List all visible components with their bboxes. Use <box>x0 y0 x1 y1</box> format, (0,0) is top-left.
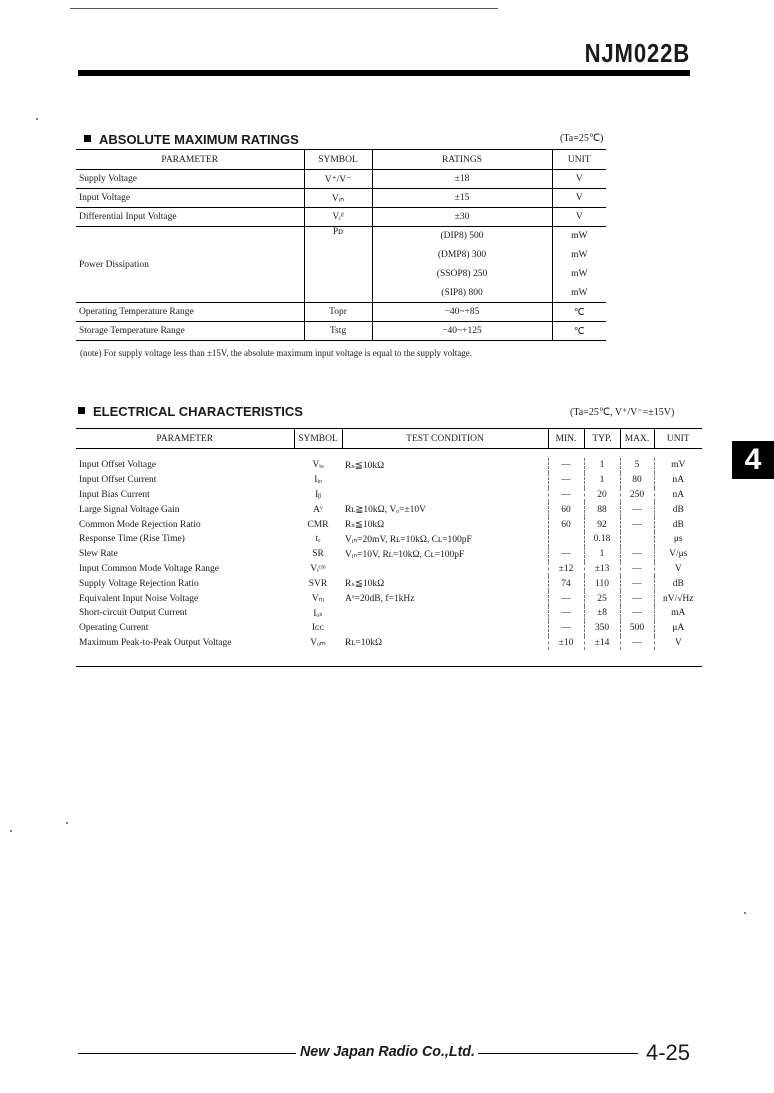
rating-cell: (DMP8) 300 <box>372 246 552 265</box>
min-cell: — <box>548 621 584 636</box>
typ-cell: 350 <box>584 621 620 636</box>
symbol-cell: Pᴅ <box>304 227 372 303</box>
typ-cell: ±13 <box>584 562 620 577</box>
table-row <box>76 322 606 341</box>
col-header: RATINGS <box>372 150 552 170</box>
unit-cell: ℃ <box>573 326 585 337</box>
param-cell: Storage Temperature Range <box>76 322 304 341</box>
typ-cell: 88 <box>584 502 620 517</box>
param-cell: Equivalent Input Noise Voltage <box>79 593 199 604</box>
max-cell: 80 <box>620 473 654 488</box>
rating-cell: (SSOP8) 250 <box>372 265 552 284</box>
cond-cell: Rʟ=10kΩ <box>342 636 548 651</box>
max-cell <box>620 532 654 547</box>
min-cell: ±12 <box>548 562 584 577</box>
min-cell: — <box>548 458 584 473</box>
symbol-cell: Vᵢₒ <box>312 460 324 471</box>
table-row <box>76 606 702 621</box>
bullet-square-icon <box>84 135 91 142</box>
symbol-cell: CMR <box>307 519 329 530</box>
symbol-cell: Vₙᵢ <box>311 594 325 605</box>
symbol-cell: tᵣ <box>315 534 321 545</box>
typ-cell: 0.18 <box>584 532 620 547</box>
footer-rule-right <box>478 1053 638 1054</box>
unit-cell: V <box>575 193 583 203</box>
table-row <box>76 227 606 246</box>
min-cell: — <box>548 547 584 562</box>
elec-title: ELECTRICAL CHARACTERISTICS <box>93 404 303 419</box>
col-header: SYMBOL <box>304 150 372 170</box>
typ-cell: 25 <box>584 591 620 606</box>
table-row <box>76 621 702 636</box>
col-header: PARAMETER <box>76 429 294 449</box>
max-cell: — <box>620 562 654 577</box>
elec-header-row <box>76 429 702 449</box>
unit-cell: mW <box>571 269 588 279</box>
col-header: TEST CONDITION <box>342 429 548 449</box>
scan-speck <box>10 830 12 832</box>
unit-cell: μA <box>672 623 685 634</box>
table-row <box>76 208 606 227</box>
min-cell: 60 <box>548 502 584 517</box>
max-cell: — <box>620 636 654 651</box>
param-cell: Supply Voltage Rejection Ratio <box>79 578 199 589</box>
param-cell: Input Offset Current <box>79 475 157 486</box>
scan-speck <box>744 912 746 914</box>
table-row <box>76 636 702 651</box>
cond-cell <box>342 473 548 488</box>
elec-heading <box>78 404 303 419</box>
rating-cell: −40~+85 <box>372 303 552 322</box>
symbol-cell: Topr <box>304 303 372 322</box>
param-cell: Common Mode Rejection Ratio <box>79 519 201 530</box>
unit-cell: dB <box>672 504 684 515</box>
abs-max-heading <box>84 132 299 147</box>
unit-cell: mW <box>571 250 588 260</box>
elec-bottom-rule <box>76 666 702 667</box>
cond-cell: Rʟ≧10kΩ, Vₒ=±10V <box>342 502 548 517</box>
min-cell: ±10 <box>548 636 584 651</box>
col-header: UNIT <box>552 150 606 170</box>
max-cell: 250 <box>620 488 654 503</box>
param-cell: Operating Temperature Range <box>76 303 304 322</box>
cond-cell <box>342 562 548 577</box>
unit-cell: mV <box>671 460 686 471</box>
table-row <box>76 532 702 547</box>
scan-speck <box>66 822 68 824</box>
typ-cell: 1 <box>584 458 620 473</box>
param-cell: Large Signal Voltage Gain <box>79 504 180 515</box>
symbol-cell: SVR <box>308 578 328 589</box>
symbol-cell: Vᵢᵈ <box>304 208 372 227</box>
rating-cell: (DIP8) 500 <box>372 227 552 246</box>
cond-cell <box>342 488 548 503</box>
min-cell: 74 <box>548 576 584 591</box>
col-header: PARAMETER <box>76 150 304 170</box>
typ-cell: 1 <box>584 547 620 562</box>
cond-cell <box>342 621 548 636</box>
param-cell: Input Common Mode Voltage Range <box>79 563 220 574</box>
table-row <box>76 502 702 517</box>
abs-max-note: (note) For supply voltage less than ±15V, the absolute maximum input voltage is equal to the supply voltage. <box>80 348 472 358</box>
table-row <box>76 517 702 532</box>
param-cell: Maximum Peak-to-Peak Output Voltage <box>79 637 232 648</box>
param-cell: Response Time (Rise Time) <box>79 534 185 545</box>
unit-cell: mW <box>571 231 588 242</box>
cond-cell: Rₛ≦10kΩ <box>342 517 548 532</box>
page-number: 4-25 <box>646 1040 691 1065</box>
param-cell: Slew Rate <box>79 549 118 560</box>
typ-cell: 110 <box>584 576 620 591</box>
table-row <box>76 591 702 606</box>
unit-cell: ℃ <box>573 307 585 318</box>
max-cell: — <box>620 517 654 532</box>
abs-max-header-row <box>76 150 606 170</box>
symbol-cell: Iᵦ <box>315 489 321 500</box>
rating-cell: (SIP8) 800 <box>372 284 552 303</box>
table-row <box>76 488 702 503</box>
symbol-cell: Iₒₛ <box>313 608 323 619</box>
bullet-square-icon <box>78 407 85 414</box>
max-cell: — <box>620 606 654 621</box>
unit-cell: dB <box>672 519 684 530</box>
scan-speck <box>36 118 38 120</box>
abs-max-table <box>76 149 606 341</box>
col-header: UNIT <box>654 429 702 449</box>
table-row <box>76 170 606 189</box>
cond-cell: Rₛ≦10kΩ <box>342 458 548 473</box>
company-logo: New Japan Radio Co.,Ltd. <box>300 1043 475 1060</box>
col-header: SYMBOL <box>294 429 342 449</box>
symbol-cell: Vᵢₙ <box>304 189 372 208</box>
unit-cell: nA <box>672 475 685 486</box>
max-cell: 5 <box>620 458 654 473</box>
cond-cell: Vᵢₙ=20mV, Rʟ=10kΩ, Cʟ=100pF <box>342 532 548 547</box>
table-row <box>76 562 702 577</box>
top-edge-rule <box>70 8 498 9</box>
rating-cell: ±30 <box>372 208 552 227</box>
cond-cell: Aᵛ=20dB, f=1kHz <box>342 591 548 606</box>
rating-cell: ±18 <box>372 170 552 189</box>
param-cell: Input Bias Current <box>79 489 150 500</box>
unit-cell: V/μs <box>669 549 688 560</box>
param-cell: Input Offset Voltage <box>79 460 157 471</box>
table-row <box>76 576 702 591</box>
col-header: MIN. <box>548 429 584 449</box>
symbol-cell: Vᵢᶜᵐ <box>310 563 326 574</box>
part-number: NJM022B <box>584 38 690 68</box>
unit-cell: nA <box>672 489 685 500</box>
min-cell: 60 <box>548 517 584 532</box>
unit-cell: μs <box>673 534 683 545</box>
max-cell: — <box>620 547 654 562</box>
footer-rule-left <box>78 1053 296 1054</box>
rating-cell: −40~+125 <box>372 322 552 341</box>
rating-cell: ±15 <box>372 189 552 208</box>
unit-cell: V <box>575 174 583 184</box>
unit-cell: V <box>674 563 682 574</box>
typ-cell: 20 <box>584 488 620 503</box>
min-cell: — <box>548 473 584 488</box>
param-cell: Supply Voltage <box>76 170 304 189</box>
elec-condition: (Ta=25℃, V⁺/V⁻=±15V) <box>570 407 675 418</box>
table-row <box>76 473 702 488</box>
max-cell: — <box>620 591 654 606</box>
param-cell: Input Voltage <box>76 189 304 208</box>
elec-table-body <box>76 458 702 650</box>
max-cell: 500 <box>620 621 654 636</box>
cond-cell <box>342 606 548 621</box>
table-row <box>76 547 702 562</box>
abs-max-condition: (Ta=25℃) <box>560 133 604 144</box>
param-cell: Differential Input Voltage <box>76 208 304 227</box>
unit-cell: nV/√Hz <box>662 593 694 604</box>
col-header: MAX. <box>620 429 654 449</box>
unit-cell: V <box>575 212 583 222</box>
typ-cell: ±14 <box>584 636 620 651</box>
typ-cell: ±8 <box>584 606 620 621</box>
symbol-cell: SR <box>312 549 324 560</box>
min-cell: — <box>548 591 584 606</box>
cond-cell: Vᵢₙ=10V, Rʟ=10kΩ, Cʟ=100pF <box>342 547 548 562</box>
abs-max-title: ABSOLUTE MAXIMUM RATINGS <box>99 132 299 147</box>
elec-table <box>76 428 702 449</box>
symbol-cell: Iᵢₒ <box>314 475 322 486</box>
chapter-tab: 4 <box>732 441 774 479</box>
param-cell: Short-circuit Output Current <box>79 608 188 619</box>
param-cell: Operating Current <box>79 623 149 634</box>
unit-cell: mW <box>571 287 588 298</box>
min-cell: — <box>548 606 584 621</box>
symbol-cell: Iᴄᴄ <box>311 623 325 634</box>
max-cell: — <box>620 502 654 517</box>
unit-cell: dB <box>672 578 684 589</box>
table-row <box>76 303 606 322</box>
max-cell: — <box>620 576 654 591</box>
param-cell: Power Dissipation <box>76 227 304 303</box>
cond-cell: Rₛ≦10kΩ <box>342 576 548 591</box>
symbol-cell: Aᵛ <box>313 504 323 515</box>
typ-cell: 92 <box>584 517 620 532</box>
table-row <box>76 189 606 208</box>
symbol-cell: V⁺/V⁻ <box>304 170 372 189</box>
unit-cell: mA <box>671 608 686 619</box>
header-rule <box>78 70 690 76</box>
typ-cell: 1 <box>584 473 620 488</box>
col-header: TYP. <box>584 429 620 449</box>
symbol-cell: Tstg <box>304 322 372 341</box>
min-cell: — <box>548 488 584 503</box>
unit-cell: V <box>674 637 682 648</box>
min-cell <box>548 532 584 547</box>
symbol-cell: Vₒₘ <box>310 638 326 649</box>
table-row <box>76 458 702 473</box>
